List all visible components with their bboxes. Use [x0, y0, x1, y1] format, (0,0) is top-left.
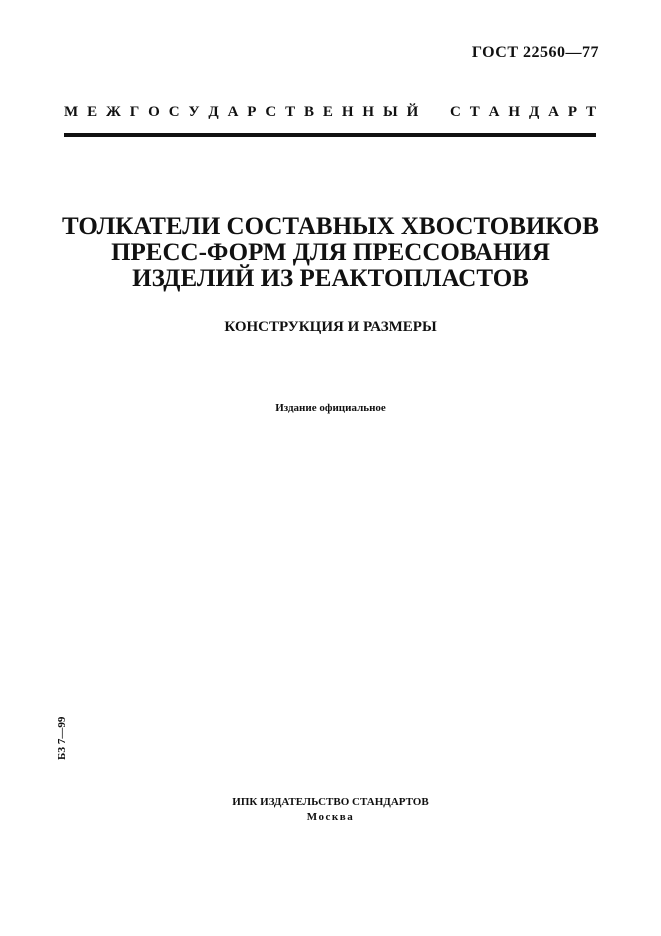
heading-letter: Р: [567, 104, 578, 120]
document-subtitle: КОНСТРУКЦИЯ И РАЗМЕРЫ: [224, 319, 437, 335]
heading-letter: С: [450, 104, 461, 120]
document-title: [40, 214, 621, 292]
heading-letter: О: [148, 104, 160, 120]
edition-note: Издание официальное: [275, 402, 386, 414]
heading-letter: Г: [129, 104, 140, 120]
heading-letter: Т: [285, 104, 296, 120]
title-line: ИЗДЕЛИЙ ИЗ РЕАКТОПЛАСТОВ: [132, 265, 529, 292]
heading-letter: Н: [362, 104, 375, 120]
publisher: ИПК ИЗДАТЕЛЬСТВО СТАНДАРТОВ: [232, 796, 429, 808]
heading-letter: А: [227, 104, 239, 120]
heading-letter: Н: [508, 104, 521, 120]
publisher-city: Москва: [306, 811, 355, 823]
heading-letter: Р: [247, 104, 257, 120]
heading-letter: С: [265, 104, 277, 120]
heading-letter: А: [488, 104, 500, 120]
title-line: ТОЛКАТЕЛИ СОСТАВНЫХ ХВОСТОВИКОВ: [62, 213, 599, 240]
heading-letter: Ы: [382, 104, 398, 120]
heading-letter: М: [64, 104, 79, 120]
title-line: ПРЕСС-ФОРМ ДЛЯ ПРЕССОВАНИЯ: [111, 239, 550, 266]
heading-letter: Н: [341, 104, 354, 120]
heading-letter: Д: [208, 104, 219, 120]
side-code: БЗ 7—99: [56, 716, 68, 760]
word-gap: [427, 104, 441, 121]
heading-letter: Д: [528, 104, 540, 120]
standard-type-heading: [64, 104, 596, 121]
heading-letter: Т: [469, 104, 480, 120]
heading-letter: А: [548, 104, 560, 120]
heading-letter: Й: [406, 104, 419, 120]
heading-letter: В: [304, 104, 315, 120]
heading-letter: Е: [87, 104, 98, 120]
document-number: ГОСТ 22560—77: [471, 44, 599, 61]
header-divider: [64, 133, 596, 137]
heading-letter: С: [168, 104, 180, 120]
heading-letter: У: [188, 104, 200, 120]
heading-letter: Е: [322, 104, 333, 120]
heading-letter: Ж: [105, 104, 121, 120]
heading-letter: Т: [585, 104, 596, 120]
